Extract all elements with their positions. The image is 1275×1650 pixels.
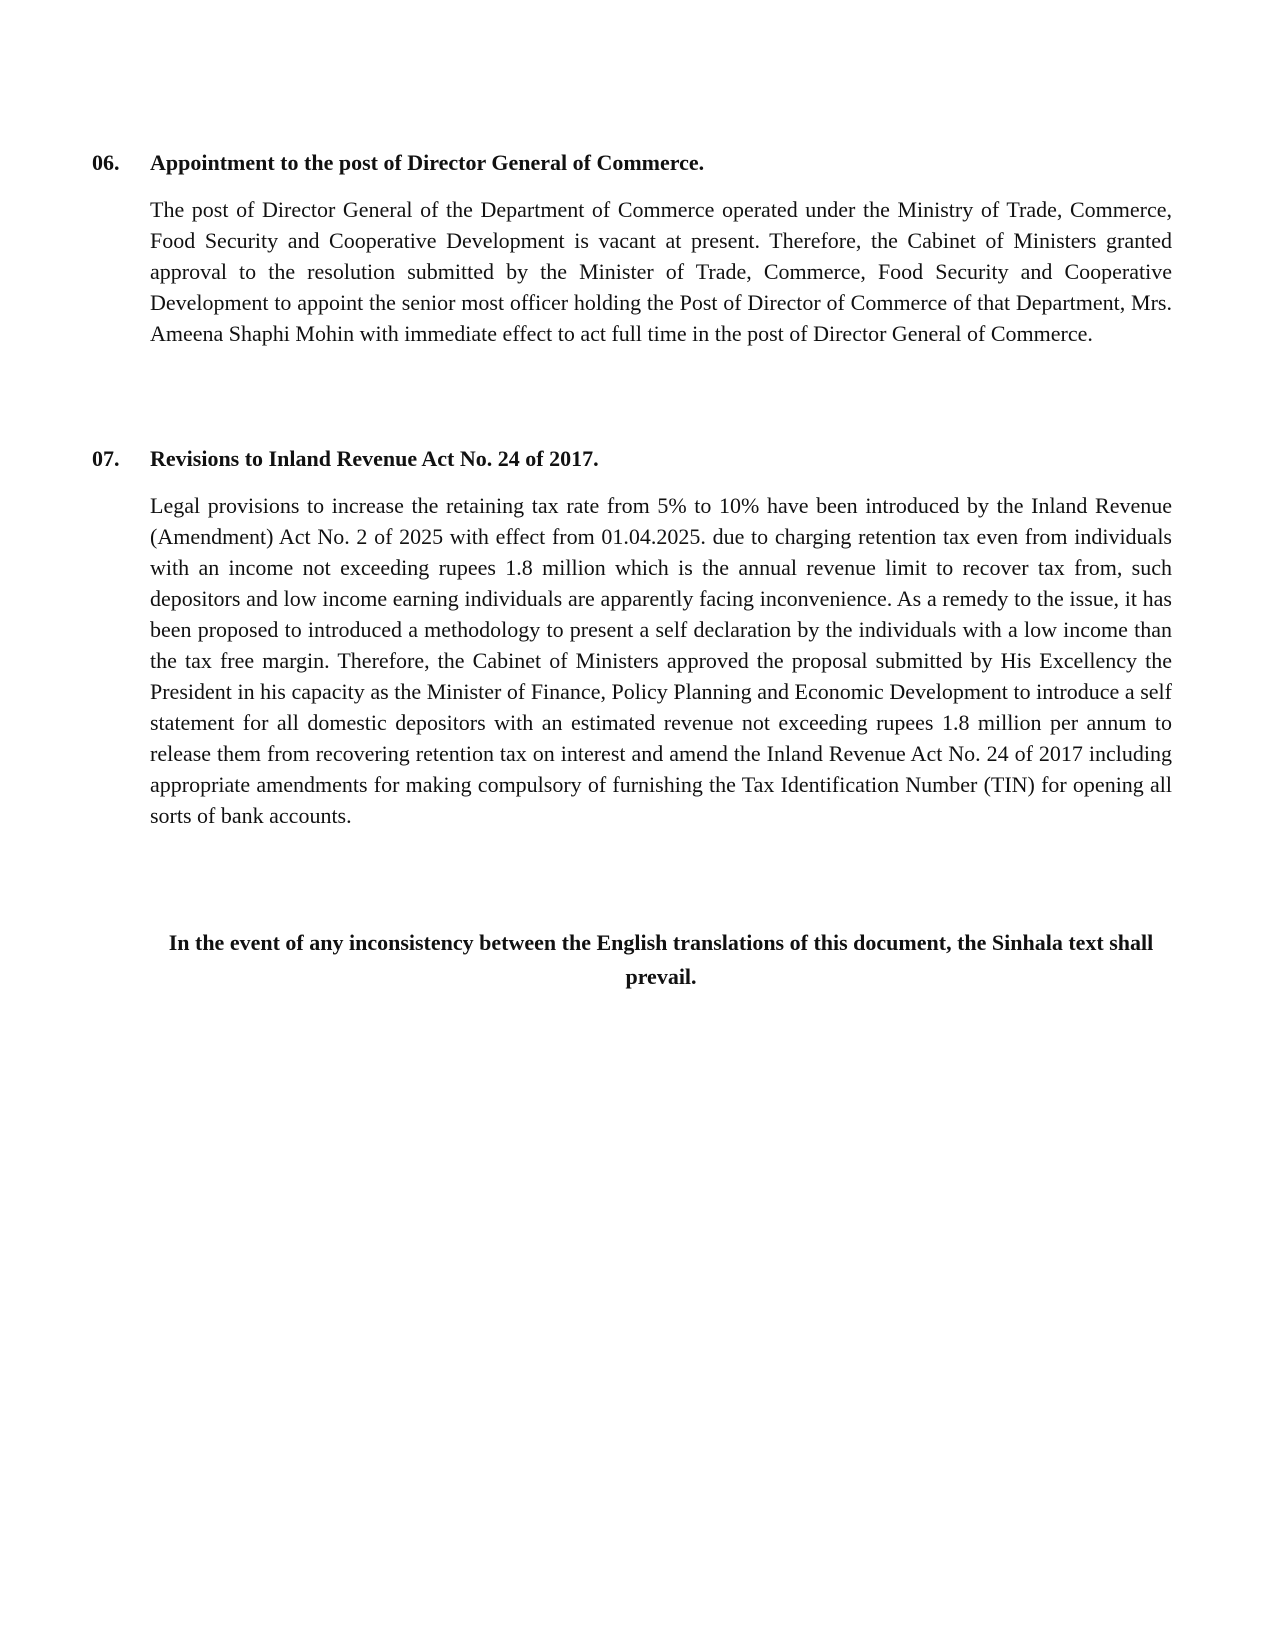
section-body: The post of Director General of the Department of Commerce operated under the Ministry of Trade, Commerce, Food Security and Cooperative Development is vacant at present. Therefore, the Cabinet of Ministers granted approval to the resolution submitted by the Minister of Trade, Commerce, Food Security and Cooperative Development to appoint the senior most officer holding the Post of Director of Commerce of that Department, Mrs. Ameena Shaphi Mohin with immediate effect to act full time in the post of Director General of Commerce. bbox=[150, 197, 1172, 346]
section-06 bbox=[0, 148, 1275, 371]
section-title: Revisions to Inland Revenue Act No. 24 of 2017. bbox=[150, 446, 599, 471]
section-number: 06. bbox=[92, 150, 120, 175]
section-heading bbox=[0, 444, 1275, 474]
section-body: Legal provisions to increase the retaining tax rate from 5% to 10% have been introduced by the Inland Revenue (Amendment) Act No. 2 of 2025 with effect from 01.04.2025. due to charging retention tax even from individuals with an income not exceeding rupees 1.8 million which is the annual revenue limit to recover tax from, such depositors and low income earning individuals are apparently facing inconvenience. As a remedy to the issue, it has been proposed to introduced a methodology to present a self declaration by the individuals with a low income than the tax free margin. Therefore, the Cabinet of Ministers approved the proposal submitted by His Excellency the President in his capacity as the Minister of Finance, Policy Planning and Economic Development to introduce a self statement for all domestic depositors with an estimated revenue not exceeding rupees 1.8 million per annum to release them from recovering retention tax on interest and amend the Inland Revenue Act No. 24 of 2017 including appropriate amendments for making compulsory of furnishing the Tax Identification Number (TIN) for opening all sorts of bank accounts. bbox=[150, 493, 1172, 828]
section-07 bbox=[0, 444, 1275, 853]
section-number: 07. bbox=[92, 446, 120, 471]
translation-disclaimer: In the event of any inconsistency between the English translations of this document, the Sinhala text shall prevail. bbox=[168, 930, 1154, 989]
section-title: Appointment to the post of Director General of Commerce. bbox=[150, 150, 705, 175]
section-heading bbox=[0, 148, 1275, 178]
